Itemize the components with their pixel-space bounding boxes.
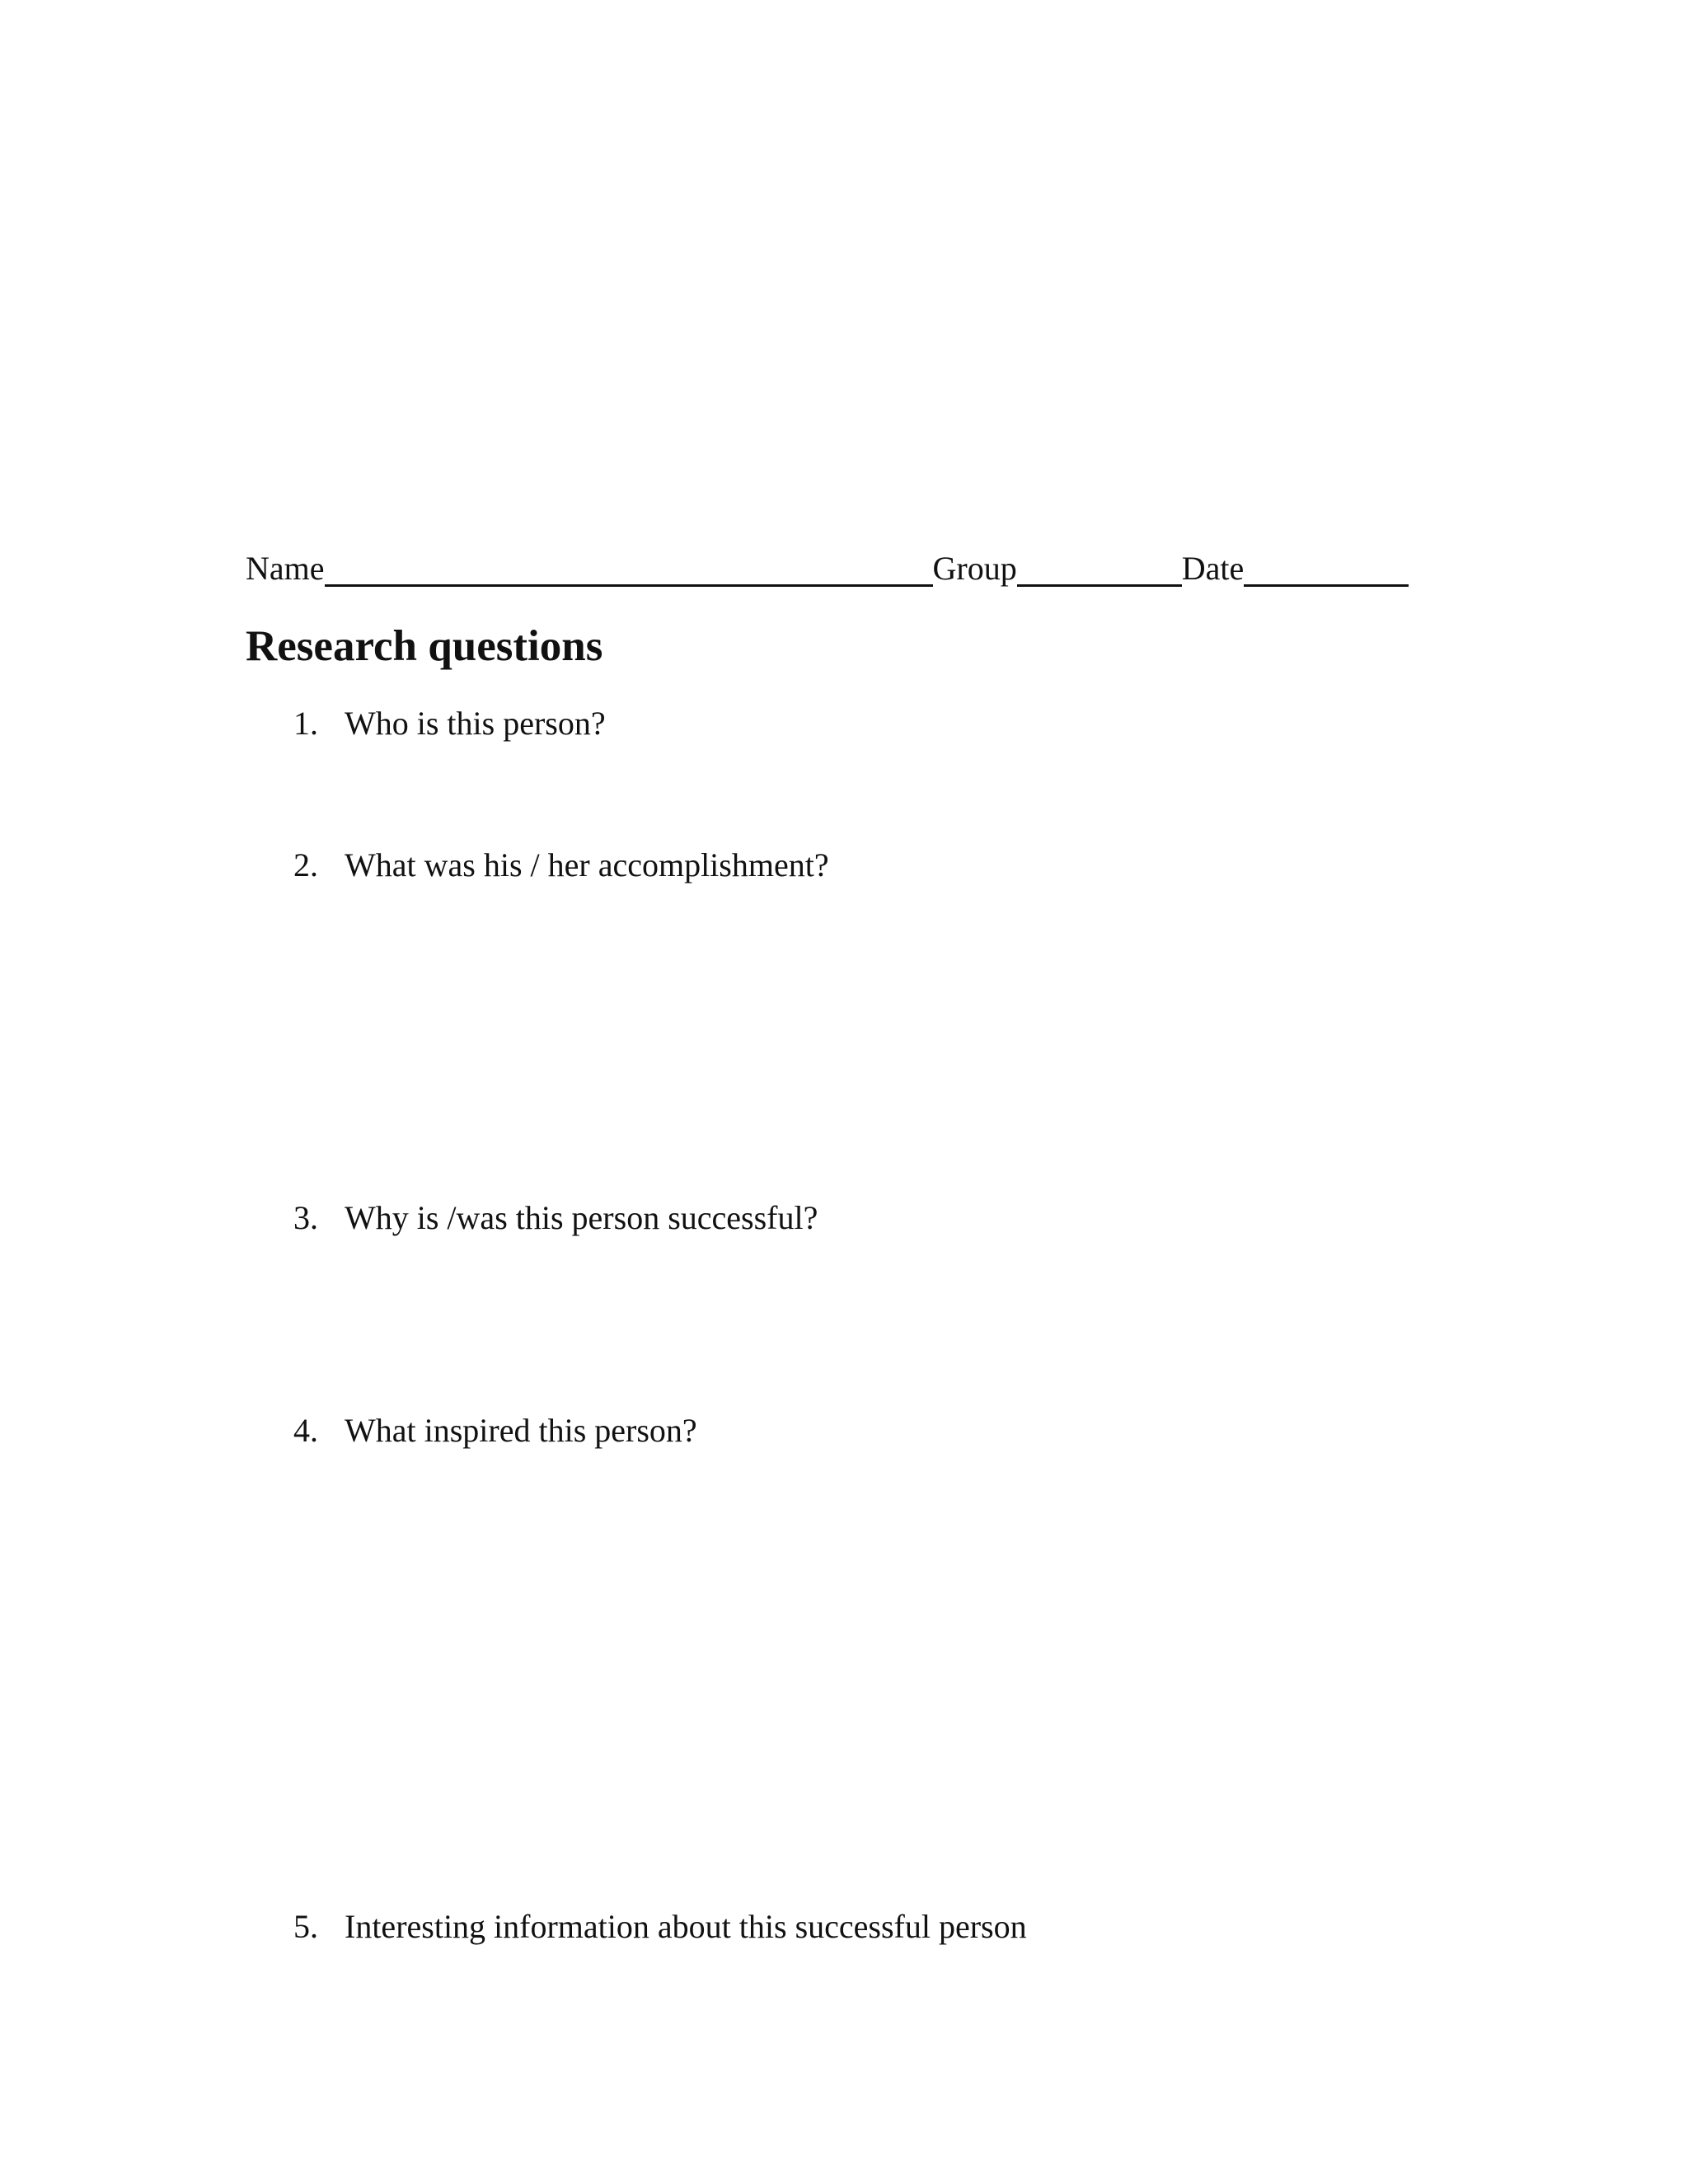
name-label: Name [246,550,325,587]
name-blank-line[interactable] [325,546,933,587]
page-title: Research questions [246,622,603,670]
date-label: Date [1181,550,1245,587]
question-item [293,702,606,745]
question-item [293,1905,1027,1948]
question-text: What was his / her accomplishment? [345,846,829,883]
question-number: 1. [293,705,318,742]
question-item [293,1197,818,1240]
date-blank-line[interactable] [1244,546,1409,587]
question-number: 5. [293,1908,318,1945]
question-item [293,1409,697,1452]
question-text: Why is /was this person successful? [345,1199,818,1236]
question-text: Interesting information about this successful person [345,1908,1027,1945]
question-text: Who is this person? [345,705,606,742]
question-text: What inspired this person? [345,1412,697,1449]
question-number: 4. [293,1412,318,1449]
group-blank-line[interactable] [1017,546,1182,587]
question-number: 2. [293,846,318,883]
question-item [293,844,829,887]
group-label: Group [932,550,1017,587]
question-number: 3. [293,1199,318,1236]
student-info-line [246,546,1409,592]
